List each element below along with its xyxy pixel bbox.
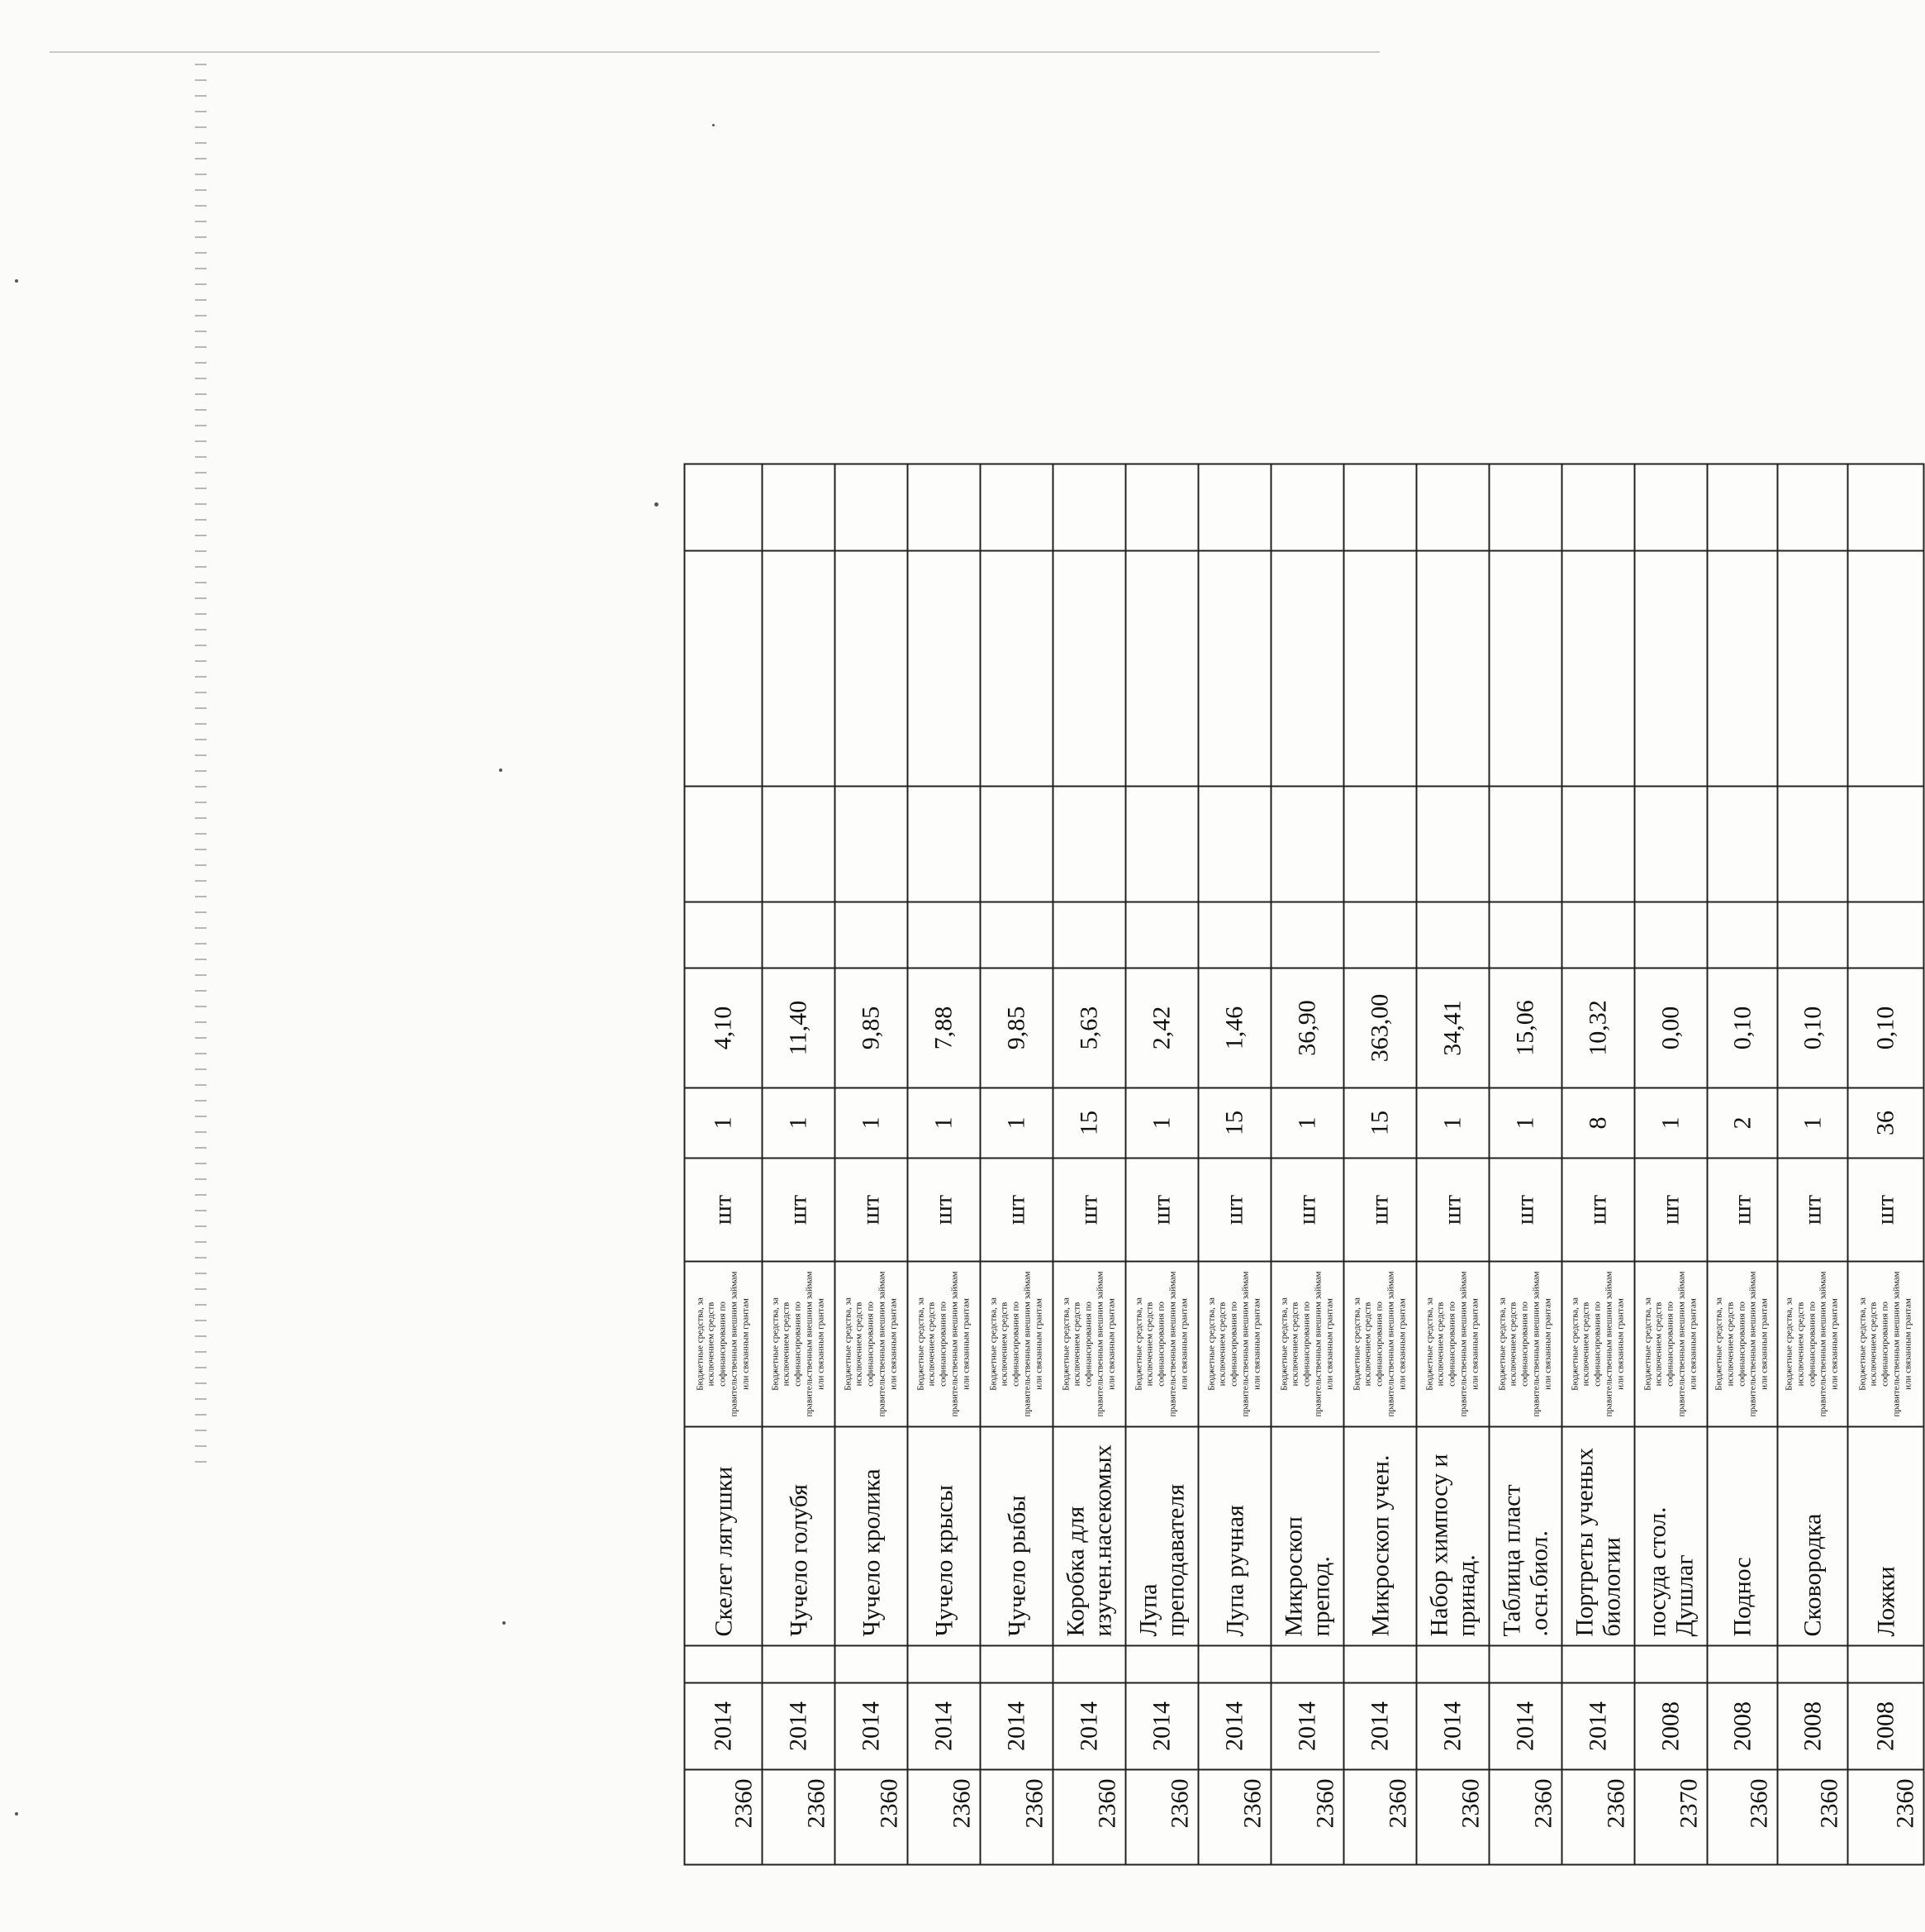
scan-speck <box>502 1621 506 1625</box>
row-blank <box>685 1646 763 1683</box>
row-blank <box>763 1646 835 1683</box>
row-name: Набор химпосу и принад. <box>1417 1427 1490 1646</box>
row-qty: 2 <box>1708 1088 1778 1159</box>
row-empty-cell <box>1344 551 1417 787</box>
row-empty-cell <box>1199 551 1271 787</box>
row-unit: шт <box>1126 1159 1199 1262</box>
row-empty-cell <box>1562 551 1635 787</box>
row-price: 2,42 <box>1126 968 1199 1088</box>
row-empty-cell <box>1417 787 1490 902</box>
row-empty-cell <box>685 902 763 968</box>
row-empty-cell <box>1778 464 1848 551</box>
row-empty-cell <box>1778 787 1848 902</box>
row-code: 2360 <box>835 1770 908 1865</box>
row-qty: 1 <box>1778 1088 1848 1159</box>
row-empty-cell <box>981 551 1053 787</box>
row-empty-cell <box>1562 464 1635 551</box>
row-source: Бюджетные средства, за исключением средств софинансирования по правительственным внешним займам или связанным грантам <box>1417 1262 1490 1427</box>
row-empty-cell <box>1053 902 1126 968</box>
table-row <box>1848 464 1924 1865</box>
row-name: Скелет лягушки <box>685 1427 763 1646</box>
row-name: Коробка для изучен.насекомых <box>1053 1427 1126 1646</box>
row-price: 10,32 <box>1562 968 1635 1088</box>
row-blank <box>835 1646 908 1683</box>
row-empty-cell <box>1708 551 1778 787</box>
row-code: 2360 <box>1417 1770 1490 1865</box>
row-empty-cell <box>1490 551 1562 787</box>
row-name: Таблица пласт .осн.биол. <box>1490 1427 1562 1646</box>
row-year: 2014 <box>1271 1683 1344 1770</box>
row-empty-cell <box>835 902 908 968</box>
row-year: 2014 <box>835 1683 908 1770</box>
table-row <box>1344 464 1417 1865</box>
row-name: Ложки <box>1848 1427 1924 1646</box>
row-source: Бюджетные средства, за исключением средств софинансирования по правительственным внешним займам или связанным грантам <box>763 1262 835 1427</box>
row-qty: 36 <box>1848 1088 1924 1159</box>
row-empty-cell <box>1344 787 1417 902</box>
row-unit: шт <box>1635 1159 1708 1262</box>
row-empty-cell <box>1490 787 1562 902</box>
row-blank <box>1490 1646 1562 1683</box>
row-empty-cell <box>1271 464 1344 551</box>
row-year: 2014 <box>1490 1683 1562 1770</box>
table-body <box>685 464 1924 1865</box>
row-year: 2008 <box>1635 1683 1708 1770</box>
row-unit: шт <box>981 1159 1053 1262</box>
row-price: 363,00 <box>1344 968 1417 1088</box>
row-source: Бюджетные средства, за исключением средств софинансирования по правительственным внешним займам или связанным грантам <box>1053 1262 1126 1427</box>
row-empty-cell <box>763 902 835 968</box>
row-price: 9,85 <box>835 968 908 1088</box>
row-price: 1,46 <box>1199 968 1271 1088</box>
row-year: 2014 <box>908 1683 981 1770</box>
row-empty-cell <box>763 787 835 902</box>
row-empty-cell <box>1778 551 1848 787</box>
row-price: 0,00 <box>1635 968 1708 1088</box>
table-row <box>1271 464 1344 1865</box>
table-row <box>1490 464 1562 1865</box>
row-blank <box>908 1646 981 1683</box>
row-empty-cell <box>685 464 763 551</box>
row-unit: шт <box>763 1159 835 1262</box>
row-unit: шт <box>1271 1159 1344 1262</box>
table-row <box>1126 464 1199 1865</box>
row-empty-cell <box>1126 787 1199 902</box>
row-qty: 1 <box>1490 1088 1562 1159</box>
row-empty-cell <box>1271 902 1344 968</box>
row-code: 2360 <box>1490 1770 1562 1865</box>
row-year: 2008 <box>1848 1683 1924 1770</box>
row-name: Лупа преподавателя <box>1126 1427 1199 1646</box>
row-price: 5,63 <box>1053 968 1126 1088</box>
row-qty: 1 <box>763 1088 835 1159</box>
scan-speck <box>712 124 715 126</box>
row-name: посуда стол. Душлаг <box>1635 1427 1708 1646</box>
table-row <box>1053 464 1126 1865</box>
row-year: 2014 <box>981 1683 1053 1770</box>
row-qty: 1 <box>1271 1088 1344 1159</box>
row-empty-cell <box>1417 902 1490 968</box>
table-row <box>908 464 981 1865</box>
row-blank <box>1778 1646 1848 1683</box>
row-unit: шт <box>1053 1159 1126 1262</box>
table-row <box>1778 464 1848 1865</box>
row-empty-cell <box>1848 787 1924 902</box>
row-empty-cell <box>1848 464 1924 551</box>
row-code: 2360 <box>763 1770 835 1865</box>
row-source: Бюджетные средства, за исключением средств софинансирования по правительственным внешним займам или связанным грантам <box>1490 1262 1562 1427</box>
row-unit: шт <box>835 1159 908 1262</box>
table-row <box>1417 464 1490 1865</box>
row-empty-cell <box>1778 902 1848 968</box>
row-empty-cell <box>835 551 908 787</box>
scan-fold-noise <box>195 58 207 1463</box>
scan-edge-line <box>50 51 1380 53</box>
row-unit: шт <box>1199 1159 1271 1262</box>
row-source: Бюджетные средства, за исключением средств софинансирования по правительственным внешним займам или связанным грантам <box>835 1262 908 1427</box>
row-name: Портреты ученых биологии <box>1562 1427 1635 1646</box>
row-blank <box>1848 1646 1924 1683</box>
row-qty: 1 <box>1417 1088 1490 1159</box>
row-code: 2360 <box>685 1770 763 1865</box>
row-empty-cell <box>1635 902 1708 968</box>
row-year: 2014 <box>1417 1683 1490 1770</box>
row-empty-cell <box>1417 551 1490 787</box>
row-empty-cell <box>1344 902 1417 968</box>
row-source: Бюджетные средства, за исключением средств софинансирования по правительственным внешним займам или связанным грантам <box>1126 1262 1199 1427</box>
row-blank <box>1562 1646 1635 1683</box>
scan-speck <box>15 1812 18 1815</box>
row-code: 2360 <box>1199 1770 1271 1865</box>
row-empty-cell <box>1417 464 1490 551</box>
table-row <box>981 464 1053 1865</box>
row-qty: 15 <box>1053 1088 1126 1159</box>
row-unit: шт <box>1562 1159 1635 1262</box>
row-price: 9,85 <box>981 968 1053 1088</box>
row-empty-cell <box>908 787 981 902</box>
row-empty-cell <box>1708 902 1778 968</box>
row-unit: шт <box>1490 1159 1562 1262</box>
row-qty: 1 <box>908 1088 981 1159</box>
row-year: 2014 <box>1344 1683 1417 1770</box>
inventory-table <box>684 464 1925 1866</box>
row-unit: шт <box>1344 1159 1417 1262</box>
row-unit: шт <box>1778 1159 1848 1262</box>
row-year: 2008 <box>1708 1683 1778 1770</box>
row-empty-cell <box>1053 551 1126 787</box>
row-price: 36,90 <box>1271 968 1344 1088</box>
row-empty-cell <box>1562 902 1635 968</box>
row-year: 2014 <box>1126 1683 1199 1770</box>
row-name: Чучело голубя <box>763 1427 835 1646</box>
table-row <box>685 464 763 1865</box>
row-name: Микроскоп учен. <box>1344 1427 1417 1646</box>
row-blank <box>1271 1646 1344 1683</box>
row-empty-cell <box>981 787 1053 902</box>
row-code: 2360 <box>908 1770 981 1865</box>
row-empty-cell <box>908 902 981 968</box>
row-empty-cell <box>1490 902 1562 968</box>
row-qty: 8 <box>1562 1088 1635 1159</box>
row-empty-cell <box>1490 464 1562 551</box>
row-empty-cell <box>908 464 981 551</box>
row-empty-cell <box>1053 464 1126 551</box>
row-blank <box>1708 1646 1778 1683</box>
row-year: 2014 <box>685 1683 763 1770</box>
row-qty: 15 <box>1199 1088 1271 1159</box>
row-unit: шт <box>1417 1159 1490 1262</box>
row-blank <box>1053 1646 1126 1683</box>
scan-speck <box>499 769 502 772</box>
row-empty-cell <box>1126 464 1199 551</box>
table-row <box>1708 464 1778 1865</box>
row-name: Чучело кролика <box>835 1427 908 1646</box>
row-name: Чучело крысы <box>908 1427 981 1646</box>
row-price: 0,10 <box>1708 968 1778 1088</box>
row-year: 2014 <box>1562 1683 1635 1770</box>
row-qty: 1 <box>685 1088 763 1159</box>
row-blank <box>1344 1646 1417 1683</box>
row-empty-cell <box>1126 551 1199 787</box>
row-empty-cell <box>685 551 763 787</box>
row-name: Сковородка <box>1778 1427 1848 1646</box>
row-empty-cell <box>685 787 763 902</box>
row-unit: шт <box>1708 1159 1778 1262</box>
table-row <box>1199 464 1271 1865</box>
row-empty-cell <box>835 464 908 551</box>
row-source: Бюджетные средства, за исключением средств софинансирования по правительственным внешним займам или связанным грантам <box>908 1262 981 1427</box>
row-empty-cell <box>763 551 835 787</box>
row-empty-cell <box>908 551 981 787</box>
row-unit: шт <box>685 1159 763 1262</box>
row-source: Бюджетные средства, за исключением средств софинансирования по правительственным внешним займам или связанным грантам <box>1199 1262 1271 1427</box>
row-empty-cell <box>981 464 1053 551</box>
row-empty-cell <box>1635 551 1708 787</box>
row-name: Чучело рыбы <box>981 1427 1053 1646</box>
row-code: 2360 <box>1053 1770 1126 1865</box>
row-code: 2360 <box>1126 1770 1199 1865</box>
row-price: 0,10 <box>1778 968 1848 1088</box>
row-source: Бюджетные средства, за исключением средств софинансирования по правительственным внешним займам или связанным грантам <box>1344 1262 1417 1427</box>
row-empty-cell <box>1199 902 1271 968</box>
row-empty-cell <box>1271 551 1344 787</box>
row-empty-cell <box>1126 902 1199 968</box>
row-qty: 1 <box>835 1088 908 1159</box>
row-name: Лупа ручная <box>1199 1427 1271 1646</box>
row-code: 2360 <box>1708 1770 1778 1865</box>
row-empty-cell <box>1199 464 1271 551</box>
row-source: Бюджетные средства, за исключением средств софинансирования по правительственным внешним займам или связанным грантам <box>685 1262 763 1427</box>
row-qty: 1 <box>981 1088 1053 1159</box>
row-code: 2360 <box>1271 1770 1344 1865</box>
row-source: Бюджетные средства, за исключением средств софинансирования по правительственным внешним займам или связанным грантам <box>1271 1262 1344 1427</box>
row-blank <box>981 1646 1053 1683</box>
row-empty-cell <box>1848 551 1924 787</box>
row-code: 2360 <box>1848 1770 1924 1865</box>
table-row <box>835 464 908 1865</box>
row-price: 4,10 <box>685 968 763 1088</box>
row-code: 2360 <box>1344 1770 1417 1865</box>
row-unit: шт <box>908 1159 981 1262</box>
row-blank <box>1126 1646 1199 1683</box>
row-price: 15,06 <box>1490 968 1562 1088</box>
scan-speck <box>654 502 658 507</box>
row-blank <box>1635 1646 1708 1683</box>
row-blank <box>1417 1646 1490 1683</box>
row-source: Бюджетные средства, за исключением средств софинансирования по правительственным внешним займам или связанным грантам <box>1708 1262 1778 1427</box>
row-empty-cell <box>763 464 835 551</box>
row-code: 2370 <box>1635 1770 1708 1865</box>
row-year: 2014 <box>1199 1683 1271 1770</box>
row-name: Микроскоп препод. <box>1271 1427 1344 1646</box>
row-empty-cell <box>981 902 1053 968</box>
row-empty-cell <box>1271 787 1344 902</box>
row-empty-cell <box>1848 902 1924 968</box>
row-empty-cell <box>1199 787 1271 902</box>
scan-speck <box>15 279 18 283</box>
row-year: 2014 <box>1053 1683 1126 1770</box>
row-source: Бюджетные средства, за исключением средств софинансирования по правительственным внешним займам или связанным грантам <box>981 1262 1053 1427</box>
row-source: Бюджетные средства, за исключением средств софинансирования по правительственным внешним займам или связанным грантам <box>1635 1262 1708 1427</box>
row-unit: шт <box>1848 1159 1924 1262</box>
table-row <box>1562 464 1635 1865</box>
row-qty: 1 <box>1126 1088 1199 1159</box>
row-price: 34,41 <box>1417 968 1490 1088</box>
row-empty-cell <box>1708 464 1778 551</box>
row-year: 2008 <box>1778 1683 1848 1770</box>
row-empty-cell <box>1635 464 1708 551</box>
row-qty: 1 <box>1635 1088 1708 1159</box>
row-code: 2360 <box>981 1770 1053 1865</box>
row-year: 2014 <box>763 1683 835 1770</box>
row-price: 0,10 <box>1848 968 1924 1088</box>
row-price: 11,40 <box>763 968 835 1088</box>
row-code: 2360 <box>1562 1770 1635 1865</box>
row-empty-cell <box>1635 787 1708 902</box>
table-row <box>763 464 835 1865</box>
row-name: Поднос <box>1708 1427 1778 1646</box>
row-empty-cell <box>1562 787 1635 902</box>
row-qty: 15 <box>1344 1088 1417 1159</box>
row-blank <box>1199 1646 1271 1683</box>
row-source: Бюджетные средства, за исключением средств софинансирования по правительственным внешним займам или связанным грантам <box>1562 1262 1635 1427</box>
row-source: Бюджетные средства, за исключением средств софинансирования по правительственным внешним займам или связанным грантам <box>1848 1262 1924 1427</box>
row-empty-cell <box>1708 787 1778 902</box>
row-price: 7,88 <box>908 968 981 1088</box>
row-empty-cell <box>1344 464 1417 551</box>
row-empty-cell <box>835 787 908 902</box>
table-row <box>1635 464 1708 1865</box>
row-source: Бюджетные средства, за исключением средств софинансирования по правительственным внешним займам или связанным грантам <box>1778 1262 1848 1427</box>
row-empty-cell <box>1053 787 1126 902</box>
row-code: 2360 <box>1778 1770 1848 1865</box>
